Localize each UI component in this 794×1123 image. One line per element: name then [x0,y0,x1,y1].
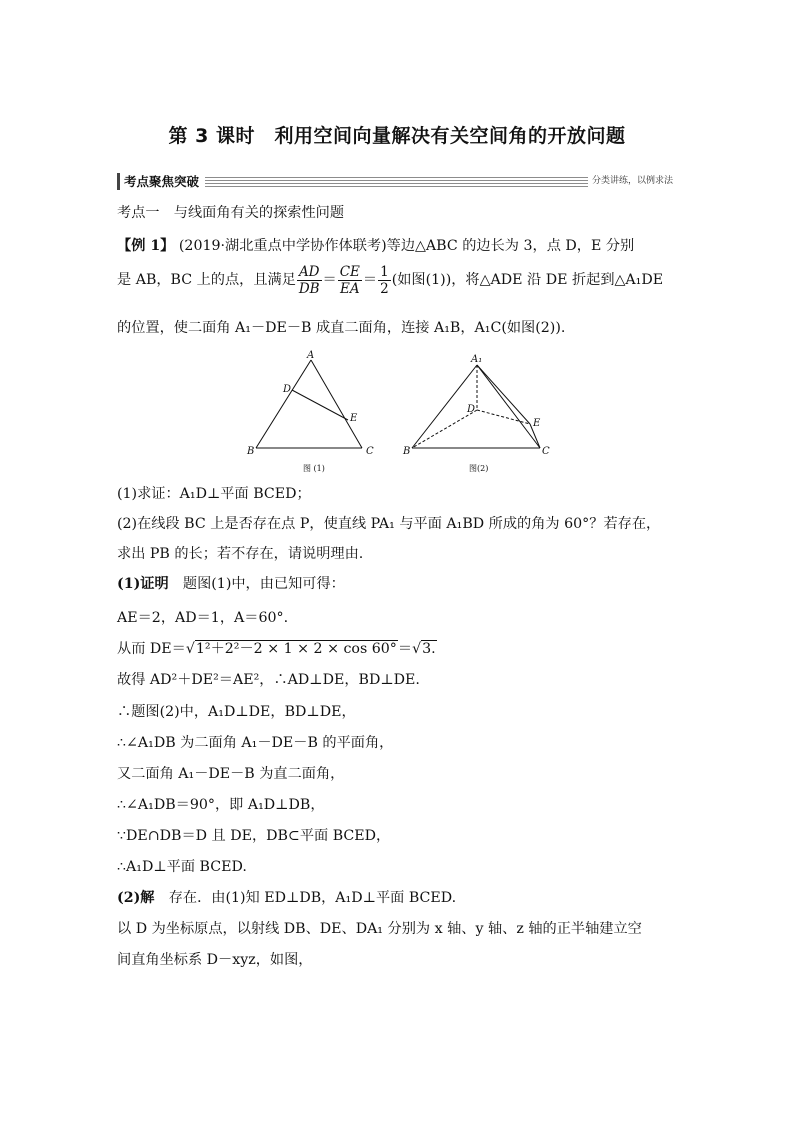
fraction-ce-ea: $\frac{CE}{EA}$ [339,263,360,297]
banner-note: 分类讲练，以例求法 [588,174,677,189]
fig1-label-a: A [307,350,315,361]
fig2-label-e: E [533,418,541,429]
proof-line-4: 又二面角 A₁－DE－B 为直二面角， [117,766,345,782]
fig1-edge-ab [256,360,311,448]
proof-line-6: ∵DE∩DB＝D 且 DE，DB⊂平面 BCED， [117,828,391,844]
proof-line-1: 故得 AD²＋DE²＝AE²，∴AD⊥DE，BD⊥DE. [117,672,420,688]
example-source: (2019·湖北重点中学协作体联考) [178,238,387,254]
proof-de-result: 3. [422,641,436,657]
question-2: (2)在线段 BC 上是否存在点 P，使直线 PA₁ 与平面 A₁BD 所成的角为 60°？若存在， [117,516,661,532]
fig2-label-d: D [467,404,476,415]
proof-given: AE＝2，AD＝1，A＝60°. [117,610,289,626]
figure-1 [256,360,362,448]
proof-de-pre: 从而 DE＝ [117,641,186,657]
fig1-label-e: E [350,413,358,424]
fig2-edge-db [412,410,477,448]
proof-head-text: 题图(1)中，由已知可得： [182,576,345,592]
example-text-2-post: (如图(1))，将△ADE 沿 DE 折起到△A₁DE [391,272,664,288]
fraction-ad-db: $\frac{AD}{DB}$ [298,263,320,297]
fig2-edge-de [477,410,530,424]
question-2-cont: 求出 PB 的长；若不存在，请说明理由. [117,546,364,562]
section-heading: 考点一 与线面角有关的探索性问题 [117,205,345,221]
example-line-2: 是 AB，BC 上的点，且满足 $\frac{AD}{DB}$ ＝ $\frac{CE}{EA}$ ＝ $\frac{1}{2}$ (如图(1))，将△ADE 沿 DE 折起到△A₁DE [117,263,664,297]
solution-line-1: 以 D 为坐标原点，以射线 DB、DE、DA₁ 分别为 x 轴、y 轴、z 轴的正半轴建立空 [117,921,642,937]
banner-tag: 考点聚焦突破 [117,173,205,190]
page-title: 第 3 课时 利用空间向量解决有关空间角的开放问题 [168,125,626,147]
example-label: 【例 1】 [117,238,175,254]
fig2-caption: 图(2) [469,464,489,473]
solution-line-2: 间直角坐标系 D－xyz，如图， [117,952,313,968]
figures [240,348,570,478]
solution-head-text: 存在．由(1)知 ED⊥DB，A₁D⊥平面 BCED. [168,890,457,906]
example-line-1 [117,236,634,256]
example-text-2-pre: 是 AB，BC 上的点，且满足 [117,272,296,288]
proof-line-3: ∴∠A₁DB 为二面角 A₁－DE－B 的平面角， [117,735,394,751]
solution-label: (2)解 [117,890,155,906]
fig2-label-c: C [542,446,550,457]
figure-2 [412,365,540,448]
proof-label: (1)证明 [117,576,169,592]
fig1-labels [246,350,374,457]
proof-line-2: ∴题图(2)中，A₁D⊥DE，BD⊥DE， [117,704,356,720]
fig1-label-c: C [366,446,374,457]
fig1-label-d: D [283,384,292,395]
example-line-3: 的位置，使二面角 A₁－DE－B 成直二面角，连接 A₁B，A₁C(如图(2)). [117,320,566,336]
fig2-edge-a1e [477,365,530,424]
solution-heading [117,888,456,908]
fig1-label-b: B [247,446,255,457]
fig2-label-b: B [403,446,411,457]
example-text-1: 等边△ABC 的边长为 3，点 D，E 分别 [386,238,635,254]
question-1: (1)求证：A₁D⊥平面 BCED； [117,486,311,502]
proof-line-7: ∴A₁D⊥平面 BCED. [117,859,247,875]
fig1-edge-de [292,390,348,420]
proof-de-radicand: 1²＋2²－2 × 1 × 2 × cos 60° [195,641,397,657]
fig2-labels [402,354,550,457]
fraction-one-half: $\frac{1}{2}$ [380,263,389,297]
proof-heading [117,574,345,594]
section-banner [117,173,677,190]
fig1-caption: 图 (1) [303,464,325,473]
figures-svg [240,348,570,478]
proof-de-line: 从而 DE＝√1²＋2²－2 × 1 × 2 × cos 60°＝√3. [117,641,436,657]
fig2-edge-a1c [477,365,540,448]
proof-de-eq: ＝ [397,641,413,657]
fig2-label-a1: A₁ [471,354,483,365]
proof-line-5: ∴∠A₁DB＝90°，即 A₁D⊥DB， [117,797,325,813]
